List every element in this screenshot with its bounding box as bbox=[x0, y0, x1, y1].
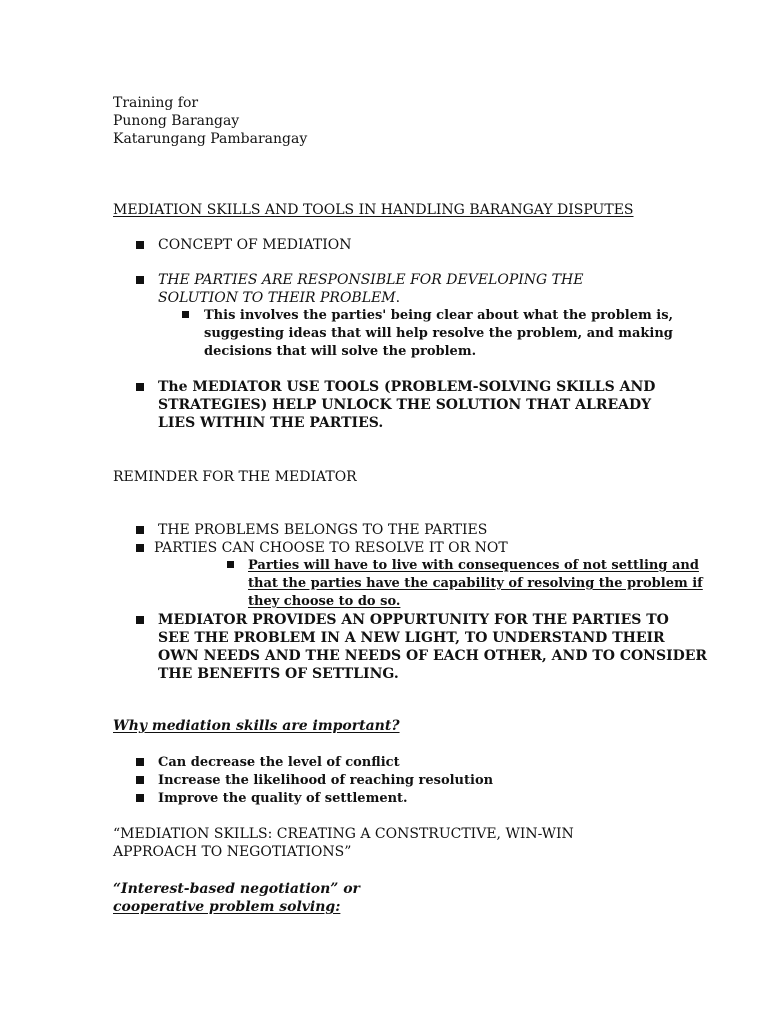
bullet-parties-responsible-line2 bbox=[158, 289, 400, 307]
bullet-mediator-provides-line1: MEDIATOR PROVIDES AN OPPURTUNITY FOR THE PARTIES TO bbox=[158, 612, 669, 628]
section-title-why-important: Why mediation skills are important? bbox=[113, 718, 400, 734]
sub-bullet-consequences-line2: that the parties have the capability of resolving the problem if bbox=[248, 576, 703, 591]
bullet-mediator-provides-line2: SEE THE PROBLEM IN A NEW LIGHT, TO UNDERSTAND THEIR bbox=[158, 630, 665, 646]
header-line-katarungang: Katarungang Pambarangay bbox=[113, 131, 308, 147]
list-item-improve-quality: Improve the quality of settlement. bbox=[158, 791, 408, 806]
square-bullet-icon bbox=[136, 776, 144, 784]
square-bullet-icon bbox=[136, 758, 144, 766]
square-bullet-icon bbox=[136, 241, 144, 249]
sub-bullet-involves-line2: suggesting ideas that will help resolve the problem, and making bbox=[204, 326, 673, 341]
sub-bullet-consequences-line3: they choose to do so. bbox=[248, 594, 401, 609]
square-bullet-icon bbox=[136, 383, 144, 391]
bullet-problems-belong: THE PROBLEMS BELONGS TO THE PARTIES bbox=[158, 522, 488, 538]
bullet-mediator-tools-line3: LIES WITHIN THE PARTIES. bbox=[158, 415, 384, 431]
square-bullet-icon bbox=[136, 276, 144, 284]
square-bullet-icon bbox=[136, 544, 144, 552]
header-line-training: Training for bbox=[113, 95, 199, 111]
sub-bullet-involves-line3: decisions that will solve the problem. bbox=[204, 344, 477, 359]
sub-bullet-consequences-line1: Parties will have to live with consequences of not settling and bbox=[248, 558, 699, 573]
interest-based-negotiation-line1: “Interest-based negotiation” or bbox=[113, 881, 360, 897]
quote-mediation-skills-line1: “MEDIATION SKILLS: CREATING A CONSTRUCTIVE, WIN-WIN bbox=[113, 826, 574, 842]
quote-mediation-skills-line2: APPROACH TO NEGOTIATIONS” bbox=[113, 844, 352, 860]
parties-responsible-emphasis: SOLUTION TO THEIR PROBLEM bbox=[158, 290, 396, 306]
square-bullet-icon bbox=[136, 526, 144, 534]
bullet-mediator-provides-line4: THE BENEFITS OF SETTLING. bbox=[158, 666, 399, 682]
interest-based-negotiation-line2: cooperative problem solving: bbox=[113, 899, 341, 915]
bullet-parties-responsible-line1: THE PARTIES ARE RESPONSIBLE FOR DEVELOPING THE bbox=[158, 272, 584, 288]
bullet-mediator-provides-line3: OWN NEEDS AND THE NEEDS OF EACH OTHER, AND TO CONSIDER bbox=[158, 648, 708, 664]
header-line-punong-barangay: Punong Barangay bbox=[113, 113, 240, 129]
sub-bullet-involves-line1: This involves the parties' being clear about what the problem is, bbox=[204, 308, 674, 323]
bullet-mediator-tools-line1: The MEDIATOR USE TOOLS (PROBLEM-SOLVING SKILLS AND bbox=[158, 379, 656, 395]
section-title-reminder: REMINDER FOR THE MEDIATOR bbox=[113, 469, 357, 485]
square-bullet-icon bbox=[182, 311, 189, 318]
bullet-parties-can-choose: PARTIES CAN CHOOSE TO RESOLVE IT OR NOT bbox=[154, 540, 508, 556]
square-bullet-icon bbox=[136, 794, 144, 802]
section-title-mediation-skills: MEDIATION SKILLS AND TOOLS IN HANDLING BARANGAY DISPUTES bbox=[113, 202, 634, 218]
square-bullet-icon bbox=[136, 616, 144, 624]
parties-responsible-period: . bbox=[395, 290, 401, 306]
bullet-concept-of-mediation: CONCEPT OF MEDIATION bbox=[158, 237, 352, 253]
list-item-increase-likelihood: Increase the likelihood of reaching resolution bbox=[158, 773, 494, 788]
bullet-mediator-tools-line2: STRATEGIES) HELP UNLOCK THE SOLUTION THAT ALREADY bbox=[158, 397, 652, 413]
list-item-decrease-conflict: Can decrease the level of conflict bbox=[158, 755, 400, 770]
square-bullet-icon bbox=[227, 561, 234, 568]
